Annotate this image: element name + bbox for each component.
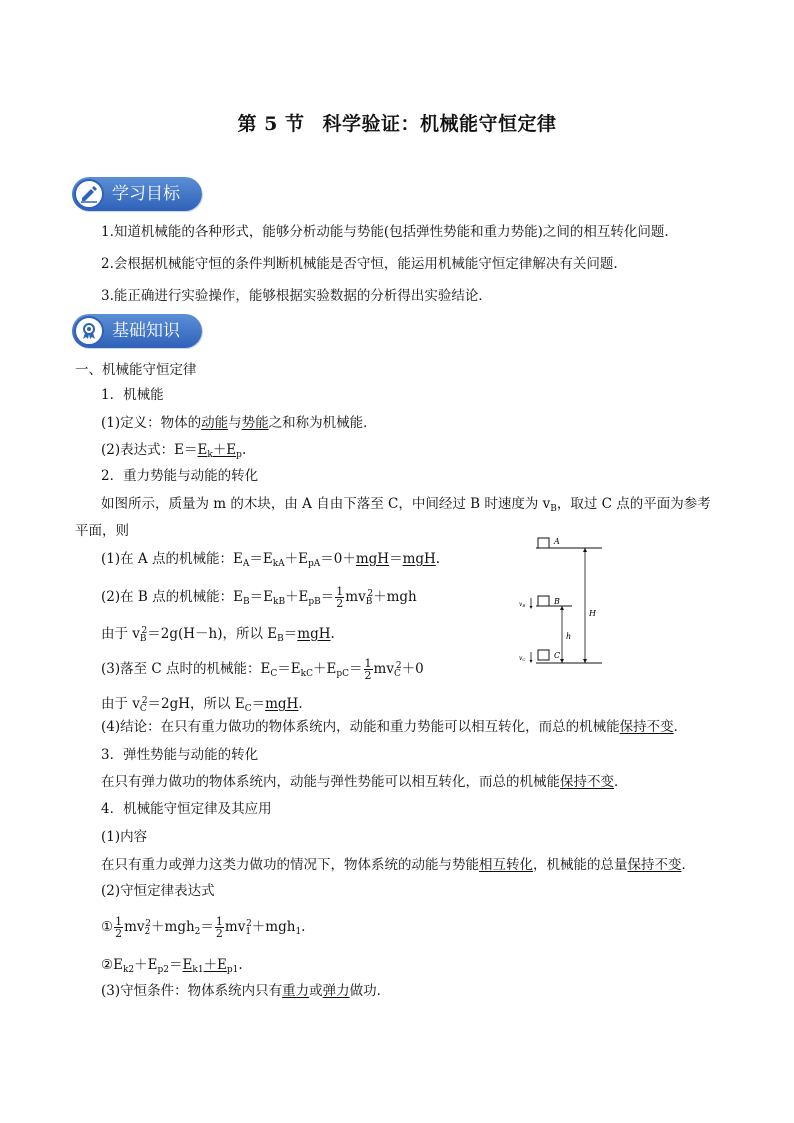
content-title: (1)内容 — [101, 829, 148, 845]
block-c — [538, 650, 549, 660]
label-c: C — [554, 651, 561, 660]
falling-block-figure — [510, 530, 620, 670]
ribbon-medal-icon — [74, 316, 104, 346]
point-b-note: 由于 $v_B^2=2g(H-h)$，所以 $E_B=mgH$. — [101, 626, 335, 644]
goal-item-2: 2.会根据机械能守恒的条件判断机械能是否守恒，能运用机械能守恒定律解决有关问题. — [101, 256, 618, 272]
expression-line: (2)表达式：$E=E_k+E_p$. — [101, 442, 247, 460]
title-section-number: 第 5 节 — [237, 113, 305, 135]
point-c-note: 由于 $v_C^2=2gH$，所以 $E_C=mgH$. — [101, 696, 303, 714]
velocity-c-arrowhead — [530, 660, 533, 663]
expression-1: ① $\frac{1}{2}$ $mv_2^2+mgh_2=$ $\frac{1}{2}$ $mv_1^2+mgh_1$. — [101, 915, 306, 940]
subsection-3-title: 3．弹性势能与动能的转化 — [101, 747, 259, 763]
learning-goals-label: 学习目标 — [112, 184, 180, 204]
goal-item-3: 3.能正确进行实验操作，能够根据实验数据的分析得出实验结论． — [101, 288, 492, 304]
conclusion-line: (4)结论：在只有重力做功的物体系统内，动能和重力势能可以相互转化，而总的机械能保持不变． — [101, 719, 688, 735]
intro-line-1: 如图所示，质量为 m 的木块，由 A 自由下落至 C，中间经过 B 时速度为 $v_B$，取过 C 点的平面为参考 — [101, 496, 711, 514]
definition-line: (1)定义：物体的动能与势能之和称为机械能． — [101, 415, 377, 431]
expression-2: $②E_{k2}+E_{p2}=E_{k1}+E_{p1}$. — [101, 957, 243, 975]
section-heading: 一、机械能守恒定律 — [75, 362, 197, 378]
intro-line-2: 平面，则 — [75, 523, 129, 539]
conservation-condition: (3)守恒条件：物体系统内只有重力或弹力做功． — [101, 983, 391, 999]
label-vb: vB — [519, 601, 526, 608]
page-title — [0, 109, 794, 136]
point-b-energy: (2)在 B 点的机械能：$E_B=E_{kB}+E_{pB}=$ $\frac{1}{2}$ $mv_B^2+mgh$ — [101, 585, 417, 610]
subsection-1-title: 1．机械能 — [101, 387, 164, 403]
subsection-4-title: 4．机械能守恒定律及其应用 — [101, 801, 272, 817]
block-b — [538, 596, 549, 606]
content-text: 在只有重力或弹力这类力做功的情况下，物体系统的动能与势能相互转化，机械能的总量保持不变． — [101, 857, 695, 873]
goal-item-1: 1.知道机械能的各种形式，能够分析动能与势能(包括弹性势能和重力势能)之间的相互转化问题. — [101, 224, 669, 240]
point-c-energy: (3)落至 C 点时的机械能：$E_C=E_{kC}+E_{pC}=$ $\frac{1}{2}$ $mv_C^2+0$ — [101, 657, 424, 682]
elastic-text: 在只有弹力做功的物体系统内，动能与弹性势能可以相互转化，而总的机械能保持不变． — [101, 774, 628, 790]
label-h-upper: H — [589, 609, 596, 618]
label-a: A — [554, 537, 560, 546]
point-a-energy: (1)在 A 点的机械能：$E_A=E_{kA}+E_{pA}=0+mgH=mgH$. — [101, 551, 441, 569]
label-h-lower: h — [566, 632, 572, 641]
title-text: 科学验证：机械能守恒定律 — [322, 113, 557, 135]
subsection-2-title: 2．重力势能与动能的转化 — [101, 468, 259, 484]
velocity-b-arrowhead — [530, 606, 533, 609]
basic-knowledge-badge — [72, 314, 202, 348]
pencil-book-icon — [74, 179, 104, 209]
expression-title: (2)守恒定律表达式 — [101, 883, 215, 899]
basic-knowledge-label: 基础知识 — [112, 321, 180, 341]
learning-goals-badge — [72, 177, 202, 211]
label-b: B — [554, 597, 560, 606]
label-vc: vC — [519, 655, 526, 662]
block-a — [538, 538, 549, 548]
